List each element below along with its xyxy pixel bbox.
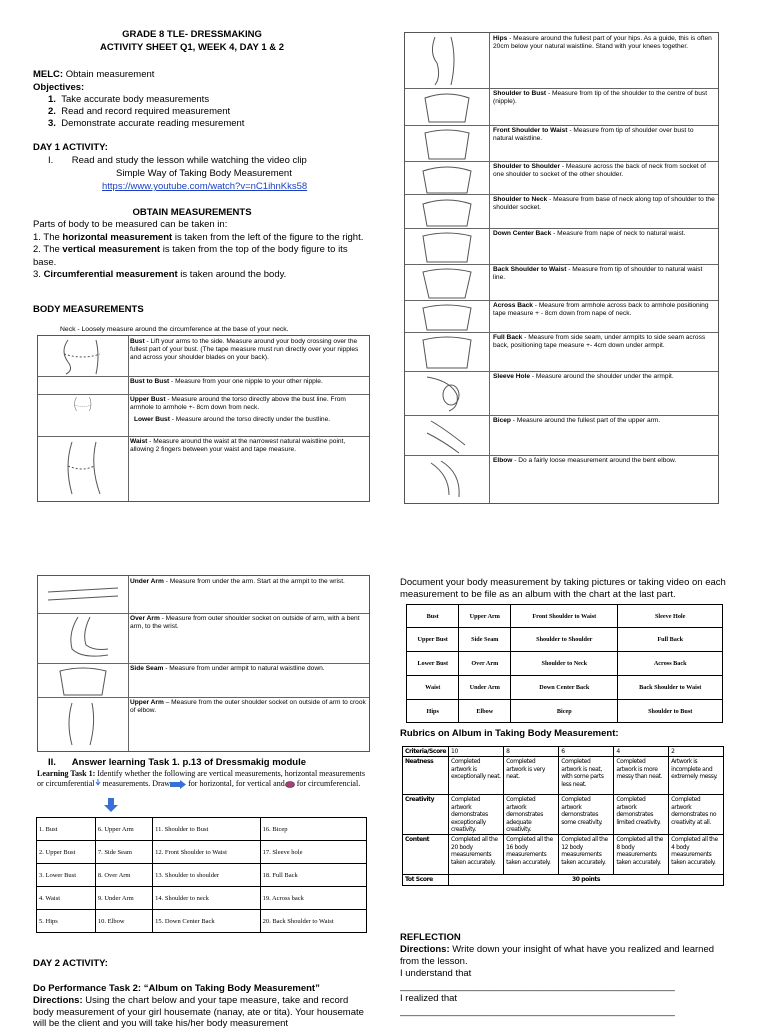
objective-3: 3. Demonstrate accurate reading mesurement: [48, 118, 245, 129]
chart-cell: Bust: [407, 605, 459, 628]
chart-row: [407, 628, 723, 652]
day2-directions: Directions: Using the chart below and your tape measure, take and record body measurement of your girl housemate (nanay, ate or tita). Your housemate will be the client and you will take his/her body measurement: [33, 995, 364, 1029]
bust-to-bust-desc: Bust to Bust - Measure from your one nipple to your other nipple.: [130, 378, 323, 385]
chart-cell: Sleeve Hole: [618, 605, 723, 628]
objective-1: 1. Take accurate body measurements: [48, 94, 210, 105]
chart-cell: Upper Bust: [407, 628, 459, 652]
rubric-header-cell: 2: [669, 747, 724, 757]
chart-cell: Back Shoulder to Waist: [618, 676, 723, 700]
task1-cell: 7. Side Seam: [95, 841, 152, 864]
elbow-figure-icon: [405, 455, 490, 503]
objectives-label: Objectives:: [33, 82, 85, 93]
task1-table: [36, 817, 367, 933]
rubric-cell: Completed all the 8 body measurements taken accurately.: [614, 835, 669, 875]
chart-cell: Down Center Back: [511, 676, 618, 700]
sleeve-hole-figure-icon: [405, 371, 490, 415]
upper-bust-figure-icon: [38, 394, 129, 414]
elbow-desc: Elbow - Do a fairly loose measurement around the bent elbow.: [493, 457, 677, 464]
lower-bust-figure-icon: [38, 414, 129, 436]
video-title: Simple Way of Taking Body Measurement: [116, 168, 292, 179]
reflection-blank-1[interactable]: ____________________________________________________: [400, 981, 675, 992]
body-meas-heading: BODY MEASUREMENTS: [33, 304, 144, 315]
chart-cell: Shoulder to Bust: [618, 700, 723, 723]
rubric-cell: Completed artwork demonstrates some creativity.: [559, 795, 614, 835]
meas-row-sleeve-hole: [405, 371, 718, 416]
rubric-total-value: 30 points: [449, 875, 724, 885]
reflection-line-1: I understand that: [400, 968, 472, 979]
shoulder-to-neck-desc: Shoulder to Neck - Measure from base of neck along top of shoulder to the shoulder socket.: [493, 196, 715, 211]
objective-2: 2. Read and record required measurement: [48, 106, 231, 117]
chart-cell: Shoulder to Shoulder: [511, 628, 618, 652]
meas-row-under-arm: [38, 576, 369, 614]
rubric-criteria: Content: [403, 835, 449, 875]
reflection-line-2: I realized that: [400, 993, 458, 1004]
chart-cell: Upper Arm: [459, 605, 511, 628]
rubric-cell: Completed all the 20 body measurements taken accurately.: [449, 835, 504, 875]
task1-cell: 17. Sleeve hole: [260, 841, 366, 864]
task1-cell: 20. Back Shoulder to Waist: [260, 910, 366, 933]
bicep-desc: Bicep - Measure around the fullest part of the upper arm.: [493, 417, 661, 424]
rubric-row: [403, 835, 724, 875]
reflection-heading: REFLECTION: [400, 932, 461, 943]
rubric-cell: Completed all the 12 body measurements taken accurately.: [559, 835, 614, 875]
task1-cell: 16. Bicep: [260, 818, 366, 841]
chart-cell: Bicep: [511, 700, 618, 723]
meas-row-front-shoulder-to-waist: [405, 125, 718, 162]
full-back-desc: Full Back - Measure from side seam, under armpits to side seam across back, positioning tape measure +- 4cm down under armpit.: [493, 334, 706, 349]
video-link[interactable]: https://www.youtube.com/watch?v=nC1ihnKks58: [102, 181, 308, 192]
neck-line: Neck - Loosely measure around the circumference at the base of your neck.: [60, 326, 289, 333]
upper-bust-desc: Upper Bust - Measure around the torso directly above the bust line. From armhole to armhole +- 8cm down from neck.: [130, 396, 346, 411]
down-center-back-desc: Down Center Back - Measure from nape of neck to natural waist.: [493, 230, 686, 237]
bust-to-bust-figure-icon: [38, 376, 129, 394]
chart-cell: Lower Bust: [407, 652, 459, 676]
meas-row-hips: [405, 33, 718, 89]
task1-cell: 11. Shoulder to Bust: [153, 818, 260, 841]
task1-cell: 13. Shoulder to shoulder: [153, 864, 260, 887]
chart-cell: Side Seam: [459, 628, 511, 652]
rubric-header-row: [403, 747, 724, 757]
task1-cell: 14. Shoulder to neck: [153, 887, 260, 910]
title-line-2: ACTIVITY SHEET Q1, WEEK 4, DAY 1 & 2: [99, 42, 285, 53]
front-shoulder-figure-icon: [405, 125, 490, 161]
under-arm-figure-icon: [38, 576, 129, 613]
rubric-cell: Completed artwork demonstrates adequate creativity.: [504, 795, 559, 835]
chart-cell: Shoulder to Neck: [511, 652, 618, 676]
chart-cell: Full Back: [618, 628, 723, 652]
shoulder-to-shoulder-desc: Shoulder to Shoulder - Measure across the back of neck from socket of one shoulder to socket of the other shoulder.: [493, 163, 706, 178]
side-seam-figure-icon: [38, 663, 129, 697]
reflection-directions: Directions: Write down your insight of what have you realized and learned from the lesson.: [400, 944, 715, 967]
rubric-header-cell: 6: [559, 747, 614, 757]
waist-desc: Waist - Measure around the waist at the narrowest natural waistline point, allowing 2 fingers between your waist and tape measure.: [130, 438, 346, 453]
chart-row: [407, 700, 723, 723]
rubric-criteria: Creativity: [403, 795, 449, 835]
reflection-blank-2[interactable]: ____________________________________________________: [400, 1006, 675, 1017]
obtain-intro: Parts of body to be measured can be taken in:: [33, 219, 228, 230]
rubric-cell: Completed artwork is more messy than neat.: [614, 757, 669, 795]
rubric-header-cell: 10: [449, 747, 504, 757]
task1-cell: 3. Lower Bust: [37, 864, 96, 887]
obtain-text: [33, 219, 368, 282]
document-instructions: Document your body measurement by taking pictures or taking video on each measurement to be file as an album with the chart at the last part.: [400, 577, 726, 600]
bust-desc: Bust - Lift your arms to the side. Measure around your body crossing over the fullest part of your bust. (The tape measure must run directly over your nipples and across your shoulder blades on your back).: [130, 338, 359, 361]
full-back-figure-icon: [405, 332, 490, 371]
side-seam-desc: Side Seam - Measure from under armpit to natural waistline down.: [130, 665, 325, 672]
body-measurements-table: [37, 335, 370, 502]
task1-cell: 4. Waist: [37, 887, 96, 910]
across-back-desc: Across Back - Measure from armhole across back to armhole positioning tape measure + - 8cm down from nape of neck.: [493, 302, 709, 317]
front-shoulder-desc: Front Shoulder to Waist - Measure from tip of shoulder over bust to natural waistline.: [493, 127, 694, 142]
day1-label: DAY 1 ACTIVITY:: [33, 142, 108, 153]
measurement-chart: [406, 604, 723, 723]
obtain-heading: OBTAIN MEASUREMENTS: [132, 207, 252, 218]
rubric-cell: Completed artwork is neat, with some parts less neat.: [559, 757, 614, 795]
circumferential-oval-icon: [285, 781, 295, 788]
chart-cell: Hips: [407, 700, 459, 723]
chart-row: [407, 676, 723, 700]
task1-cell: 12. Front Shoulder to Waist: [153, 841, 260, 864]
obtain-p3: 3. Circumferential measurement is taken around the body.: [33, 269, 287, 280]
rubric-total-row: [403, 875, 724, 885]
chart-cell: Across Back: [618, 652, 723, 676]
vertical-arrow-icon: [104, 798, 118, 812]
rubric-criteria: Neatness: [403, 757, 449, 795]
down-center-back-figure-icon: [405, 228, 490, 264]
hips-figure-icon: [405, 33, 490, 88]
upper-arm-figure-icon: [38, 697, 129, 751]
task1-row: [37, 818, 367, 841]
arm-measurements-table: [37, 575, 370, 752]
horizontal-arrow-icon: [170, 780, 186, 789]
rubric-total-label: Tot Score: [403, 875, 449, 885]
rubric-cell: Completed artwork demonstrates limited creativity.: [614, 795, 669, 835]
bicep-figure-icon: [405, 415, 490, 455]
day1-instruction: I. Read and study the lesson while watching the video clip: [48, 155, 307, 166]
chart-cell: Under Arm: [459, 676, 511, 700]
shoulder-to-bust-desc: Shoulder to Bust - Measure from tip of the shoulder to the centre of bust (nipple).: [493, 90, 708, 105]
sleeve-hole-desc: Sleeve Hole - Measure around the shoulder under the armpit.: [493, 373, 674, 380]
rubric-cell: Completed artwork demonstrates exceptionally creativity.: [449, 795, 504, 835]
rubric-cell: Completed artwork is very neat.: [504, 757, 559, 795]
rubrics-heading: Rubrics on Album in Taking Body Measurement:: [400, 728, 619, 739]
back-shoulder-figure-icon: [405, 264, 490, 300]
rubric-cell: Artwork is incomplete and extremely messy.: [669, 757, 724, 795]
rubric-row: [403, 795, 724, 835]
chart-cell: Elbow: [459, 700, 511, 723]
meas-row-elbow: [405, 455, 718, 503]
title-line-1: GRADE 8 TLE- DRESSMAKING: [122, 29, 262, 40]
task1-row: [37, 910, 367, 933]
task1-row: [37, 887, 367, 910]
task1-row: [37, 864, 367, 887]
over-arm-desc: Over Arm - Measure from outer shoulder socket on outside of arm, with a bent arm, to the wrist.: [130, 615, 360, 630]
task1-row: [37, 841, 367, 864]
waist-figure-icon: [38, 436, 129, 501]
meas-row-bust-to-bust: [38, 376, 369, 395]
chart-row: [407, 652, 723, 676]
rubric-header-cell: 4: [614, 747, 669, 757]
meas-row-full-back: [405, 332, 718, 372]
task1-cell: 5. Hips: [37, 910, 96, 933]
meas-row-upper-bust: [38, 394, 369, 414]
day2-task-heading: Do Performance Task 2: “Album on Taking Body Measurement”: [33, 983, 320, 994]
task1-cell: 18. Full Back: [260, 864, 366, 887]
obtain-p2: 2. The vertical measurement is taken from the top of the body figure to its base.: [33, 244, 348, 268]
upper-arm-desc: Upper Arm – Measure from the outer shoulder socket on outside of arm to crook of elbow.: [130, 699, 366, 714]
lower-bust-desc: Lower Bust - Measure around the torso directly under the bustline.: [134, 416, 331, 423]
chart-cell: Over Arm: [459, 652, 511, 676]
bust-figure-icon: [38, 336, 129, 376]
task1-heading: II. Answer learning Task 1. p.13 of Dressmakig module: [48, 757, 306, 768]
hips-desc: Hips - Measure around the fullest part of your hips. As a guide, this is often 20cm below your natural waistline. Stand with your knees together.: [493, 35, 712, 50]
task1-cell: 1. Bust: [37, 818, 96, 841]
meas-row-back-shoulder-to-waist: [405, 264, 718, 301]
meas-row-waist: [38, 436, 369, 501]
rubric-cell: Completed all the 4 body measurements taken accurately.: [669, 835, 724, 875]
rubric-header-cell: Criteria/Score: [403, 747, 449, 757]
task1-cell: 9. Under Arm: [95, 887, 152, 910]
task1-cell: 19. Across back: [260, 887, 366, 910]
task1-cell: 2. Upper Bust: [37, 841, 96, 864]
back-shoulder-desc: Back Shoulder to Waist - Measure from tip of shoulder to natural waist line.: [493, 266, 703, 281]
melc-line: MELC: Obtain measurement: [33, 69, 155, 80]
meas-row-shoulder-to-bust: [405, 88, 718, 126]
chart-cell: Front Shoulder to Waist: [511, 605, 618, 628]
meas-row-upper-arm: [38, 697, 369, 751]
chart-row: [407, 605, 723, 628]
task1-instructions: Learning Task 1: Identify whether the following are vertical measurements, horizontal measurements or circumferential measurements. Draw for horizontal, for vertical and for circumferencial.: [37, 769, 365, 788]
rubric-cell: Completed all the 16 body measurements taken accurately.: [504, 835, 559, 875]
task1-cell: 15. Down Center Back: [153, 910, 260, 933]
task1-cell: 10. Elbow: [95, 910, 152, 933]
rubric-cell: Completed artwork is exceptionally neat.: [449, 757, 504, 795]
task1-cell: 8. Over Arm: [95, 864, 152, 887]
right-measurements-table: [404, 32, 719, 504]
chart-cell: Waist: [407, 676, 459, 700]
meas-row-across-back: [405, 300, 718, 333]
obtain-p1: 1. The horizontal measurement is taken from the left of the figure to the right.: [33, 231, 364, 243]
meas-row-shoulder-to-neck: [405, 194, 718, 229]
task1-cell: 6. Upper Arm: [95, 818, 152, 841]
day2-label: DAY 2 ACTIVITY:: [33, 958, 108, 969]
rubric-cell: Completed artwork demonstrates no creativity at all.: [669, 795, 724, 835]
meas-row-side-seam: [38, 663, 369, 698]
shoulder-to-shoulder-figure-icon: [405, 161, 490, 194]
meas-row-lower-bust: [38, 414, 369, 437]
meas-row-down-center-back: [405, 228, 718, 265]
across-back-figure-icon: [405, 300, 490, 332]
shoulder-to-bust-figure-icon: [405, 88, 490, 125]
under-arm-desc: Under Arm - Measure from under the arm. Start at the armpit to the wrist.: [130, 578, 345, 585]
meas-row-bicep: [405, 415, 718, 456]
meas-row-shoulder-to-shoulder: [405, 161, 718, 195]
rubric-row: [403, 757, 724, 795]
shoulder-to-neck-figure-icon: [405, 194, 490, 228]
meas-row-over-arm: [38, 613, 369, 664]
rubrics-table: [402, 746, 724, 886]
over-arm-figure-icon: [38, 613, 129, 663]
rubric-header-cell: 8: [504, 747, 559, 757]
meas-row-bust: [38, 336, 369, 377]
